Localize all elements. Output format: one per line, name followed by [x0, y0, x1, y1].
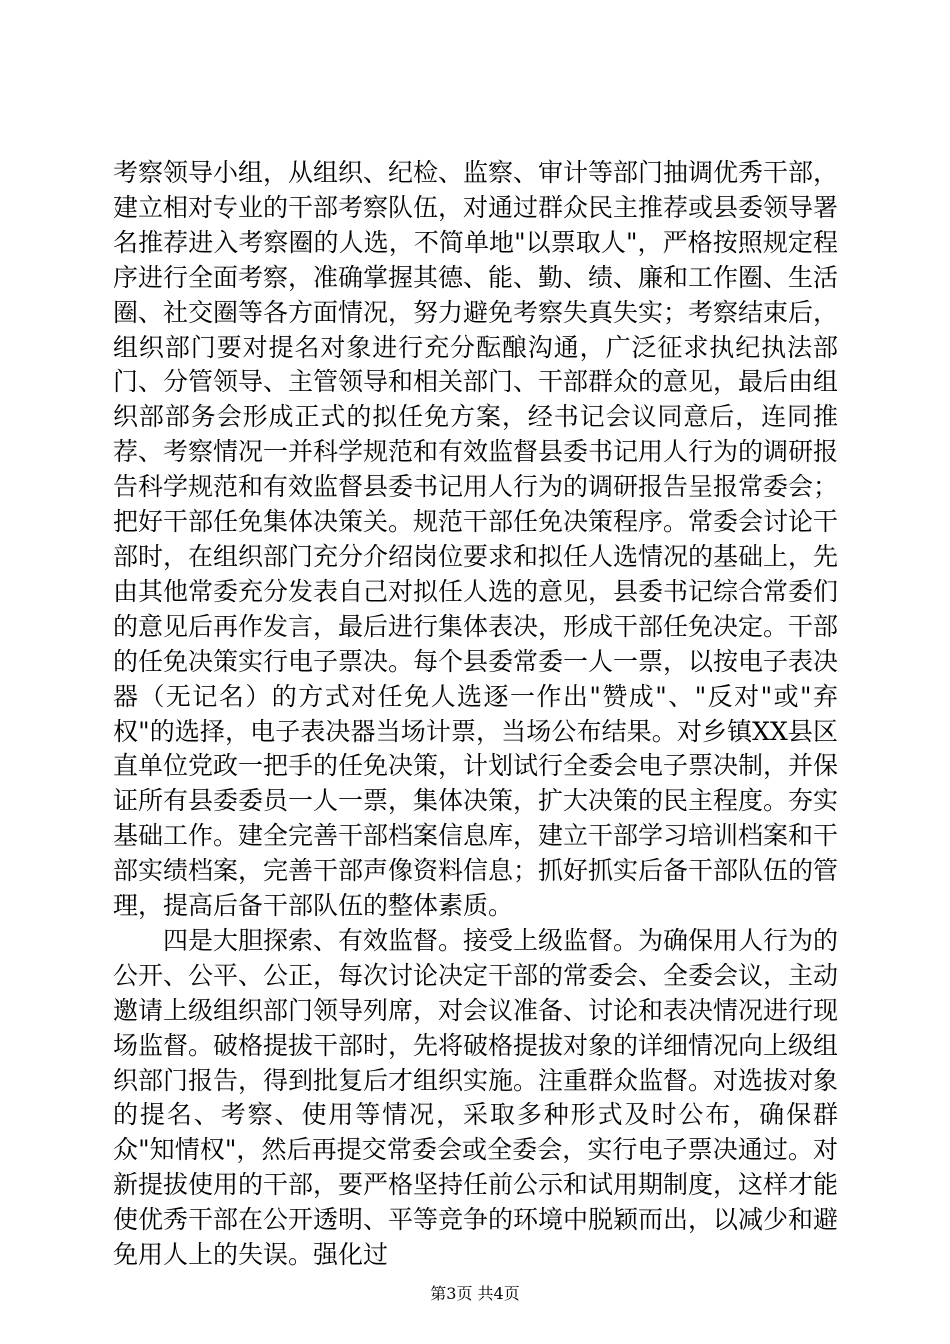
- paragraph-2: 四是大胆探索、有效监督。接受上级监督。为确保用人行为的公开、公平、公正，每次讨论决定干部的常委会、全委会议，主动邀请上级组织部门领导列席，对会议准备、讨论和表决情况进行现场监督。破格提拔干部时，先将破格提拔对象的详细情况向上级组织部门报告，得到批复后才组织实施。注重群众监督。对选拔对象的提名、考察、使用等情况，采取多种形式及时公布，确保群众"知情权"，然后再提交常委会或全委会，实行电子票决通过。对新提拔使用的干部，要严格坚持任前公示和试用期制度，这样才能使优秀干部在公开透明、平等竞争的环境中脱颖而出，以减少和避免用人上的失误。强化过: [113, 925, 839, 1270]
- paragraph-1: 考察领导小组，从组织、纪检、监察、审计等部门抽调优秀干部，建立相对专业的干部考察队伍，对通过群众民主推荐或县委领导署名推荐进入考察圈的人选，不简单地"以票取人"，严格按照规定程序进行全面考察，准确掌握其德、能、勤、绩、廉和工作圈、生活圈、社交圈等各方面情况，努力避免考察失真失实；考察结束后，组织部门要对提名对象进行充分酝酿沟通，广泛征求执纪执法部门、分管领导、主管领导和相关部门、干部群众的意见，最后由组织部部务会形成正式的拟任免方案，经书记会议同意后，连同推荐、考察情况一并科学规范和有效监督县委书记用人行为的调研报告科学规范和有效监督县委书记用人行为的调研报告呈报常委会；把好干部任免集体决策关。规范干部任免决策程序。常委会讨论干部时，在组织部门充分介绍岗位要求和拟任人选情况的基础上，先由其他常委充分发表自己对拟任人选的意见，县委书记综合常委们的意见后再作发言，最后进行集体表决，形成干部任免决定。干部的任免决策实行电子票决。每个县委常委一人一票，以按电子表决器（无记名）的方式对任免人选逐一作出"赞成"、"反对"或"弃权"的选择，电子表决器当场计票，当场公布结果。对乡镇XX县区直单位党政一把手的任免决策，计划试行全委会电子票决制，并保证所有县委委员一人一票，集体决策，扩大决策的民主程度。夯实基础工作。建全完善干部档案信息库，建立干部学习培训档案和干部实绩档案，完善干部声像资料信息；抓好抓实后备干部队伍的管理，提高后备干部队伍的整体素质。: [113, 158, 839, 921]
- page-footer: 第3页 共4页: [430, 1284, 520, 1303]
- document-body: [113, 156, 838, 1273]
